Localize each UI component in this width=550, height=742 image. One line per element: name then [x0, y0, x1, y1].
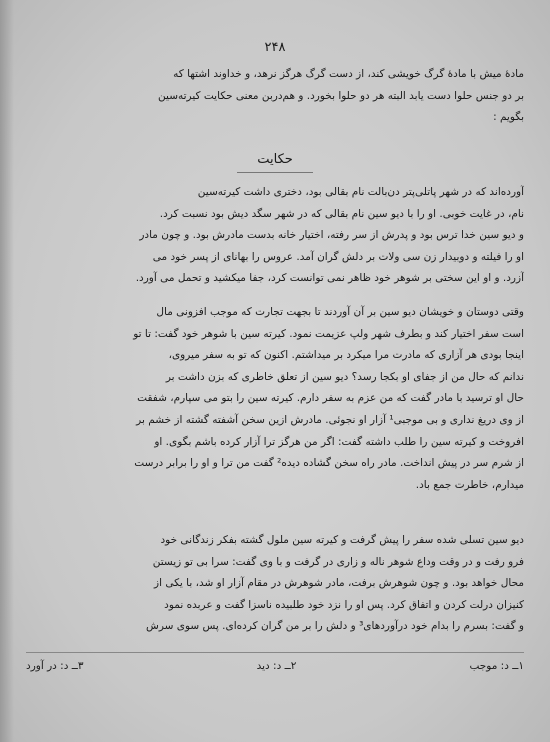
- text-line: نام، در غایت خوبی. او را با دیو سین نام بقالی که در شهر سگد دیش بود نسبت کرد.: [159, 207, 524, 220]
- text-line: مادهٔ میش با مادهٔ گرگ خویشی کند، از دست گرگ هرگز نرهد، و خداوند اشتها که: [173, 68, 524, 80]
- text-line: از شرم سر در پیش انداخت. مادر راه سخن گشاده دیده² گفت من ترا و او را برابر درست: [134, 457, 524, 470]
- paragraph-2: [26, 302, 524, 496]
- text-line: فرو رفت و در وقت وداع شوهر ناله و زاری در گرفت و با وی گفت: سرا بی تو زیستن: [152, 555, 524, 568]
- text-line: ندانم که حال من از جفای او بکجا رسد؟ دیو سین از تعلق خاطری که بزن داشت بر: [165, 370, 524, 383]
- text-line: کنیزان درلت کردن و اتفاق کرد. پس او را نزد خود طلبیده ناسزا گفت و عربده نمود: [164, 598, 524, 611]
- text-line: و دیو سین خدا ترس بود و پدرش از سر رفته، اختیار خانه بدست مادرش بود. و چون مادر: [139, 229, 524, 242]
- text-line: بگویم :: [493, 111, 524, 124]
- text-line: و گفت: بسرم را بدام خود درآوردهای³ و دلش را بر من گران کرده‌ای. پس سوی سرش: [146, 620, 524, 633]
- footnotes: [26, 660, 524, 672]
- text-line: وقتی دوستان و خویشان دیو سین بر آن آوردند تا بجهت تجارت که موجب افزونی مال: [156, 306, 524, 318]
- section-heading: حکایت: [257, 152, 293, 167]
- footnote-1: ١ــ د: موجب: [469, 660, 524, 672]
- text-line: آزرد. و او این سختی بر شوهر خود ظاهر نمی توانست کرد، جفا میکشید و تحمل می آورد.: [135, 272, 524, 285]
- footnote-2: ٢ــ د: دید: [256, 660, 297, 672]
- page-number: ۲۴۸: [264, 40, 286, 55]
- text-line: او را فیلته و دوبیدار زن سی ولات بر دلش گران آمد. عروس را بهانای از پسر خود می: [152, 250, 524, 263]
- text-line: از وی دریغ نداری و بی موجبی¹ آزار او نجوئی. مادرش ازین سخن آشفته گشته از خشم بر: [136, 413, 524, 426]
- intro-paragraph: [26, 64, 524, 129]
- text-line: بر دو جنس حلوا دست یابد البته هر دو حلوا بخورد. و هم‌دربن معنی حکایت کیرته‌سین: [158, 89, 524, 102]
- text-line: است سفر اختیار کند و بطرف شهر ولپ عزیمت نمود. کیرته سین با شوهر خود گفت: تا تو: [133, 327, 524, 340]
- text-line: میدارم، خاطرت جمع باد.: [415, 478, 524, 491]
- heading-underline: [237, 172, 313, 173]
- text-line: آورده‌اند که در شهر پاتلی‌پتر دن‌بالت نام بقالی بود، دختری داشت کیرته‌سین: [197, 186, 524, 198]
- text-line: افروخت و کیرته سین را طلب داشته گفت: اگر من هرگز ترا آزار کرده باشم بگوی. او: [154, 435, 524, 448]
- paragraph-3: [26, 530, 524, 638]
- text-line: محال خواهد بود. و چون شوهرش برفت، مادر شوهرش در مقام آزار او شد، با یکی از: [154, 577, 524, 590]
- paragraph-1: [26, 182, 524, 290]
- text-line: حال او ترسید با مادر گفت که من عزم به سفر دارم. کیرته سین را بتو می سپارم، شفقت: [137, 392, 524, 405]
- footnote-3: ٣ــ د: در آورد: [26, 660, 84, 672]
- binding-shadow: [0, 0, 14, 742]
- text-line: اینجا بودی هر آزاری که مادرت مرا میکرد بر میداشتم. اکنون که تو به سفر میروی،: [168, 349, 524, 362]
- text-line: دیو سین تسلی شده سفر را پیش گرفت و کیرته سین ملول گشته بفکر زندگانی خود: [160, 534, 524, 546]
- footnote-divider: [26, 652, 524, 653]
